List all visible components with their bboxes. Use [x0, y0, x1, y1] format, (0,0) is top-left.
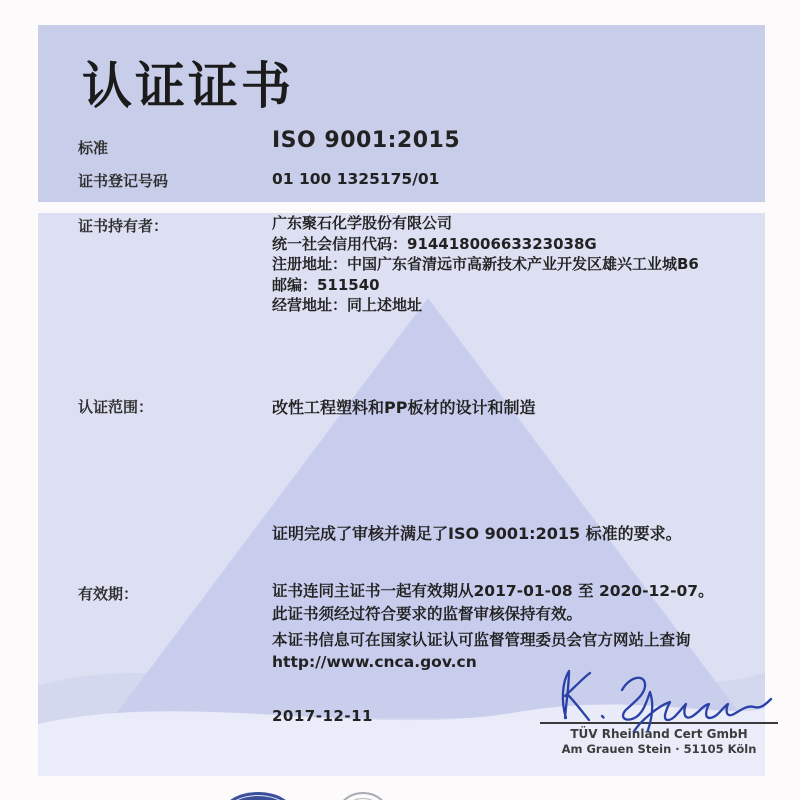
validity-condition: 此证书须经过符合要求的监督审核保持有效。 [272, 604, 583, 623]
holder-registered-address: 注册地址：中国广东省清远市高新技术产业开发区雄兴工业城B6 [272, 255, 699, 273]
scope-value: 改性工程塑料和PP板材的设计和制造 [272, 398, 536, 417]
registration-number-value: 01 100 1325175/01 [272, 170, 440, 188]
handwritten-signature-icon [550, 662, 782, 732]
accreditation-ring-logo-icon [334, 792, 392, 800]
holder-label: 证书持有者： [78, 217, 169, 235]
accreditation-oval-logo-icon [222, 792, 294, 800]
standard-value: ISO 9001:2015 [272, 128, 461, 153]
audit-statement: 证明完成了审核并满足了ISO 9001:2015 标准的要求。 [272, 524, 682, 543]
lookup-url: http://www.cnca.gov.cn [272, 652, 477, 671]
validity-label: 有效期： [78, 585, 139, 603]
standard-label: 标准 [78, 139, 109, 157]
holder-name: 广东聚石化学股份有限公司 [272, 214, 453, 232]
holder-details [272, 213, 699, 316]
holder-operating-address: 经营地址：同上述地址 [272, 296, 423, 314]
scope-label: 认证范围： [78, 398, 154, 416]
validity-period: 证书连同主证书一起有效期从2017-01-08 至 2020-12-07。 [272, 582, 714, 600]
issuer-address: Am Grauen Stein · 51105 Köln [561, 742, 757, 756]
issue-date: 2017-12-11 [272, 707, 373, 725]
registration-number-label: 证书登记号码 [78, 172, 169, 190]
lookup-text: 本证书信息可在国家认证认可监督管理委员会官方网站上查询 [272, 631, 691, 649]
issuer-org: TÜV Rheinland Cert GmbH [570, 727, 748, 741]
holder-credit-code: 统一社会信用代码：91441800663323038G [272, 234, 597, 253]
page-title: 认证证书 [82, 57, 294, 115]
holder-postal-code: 邮编：511540 [272, 275, 380, 294]
validity-details [272, 580, 714, 625]
